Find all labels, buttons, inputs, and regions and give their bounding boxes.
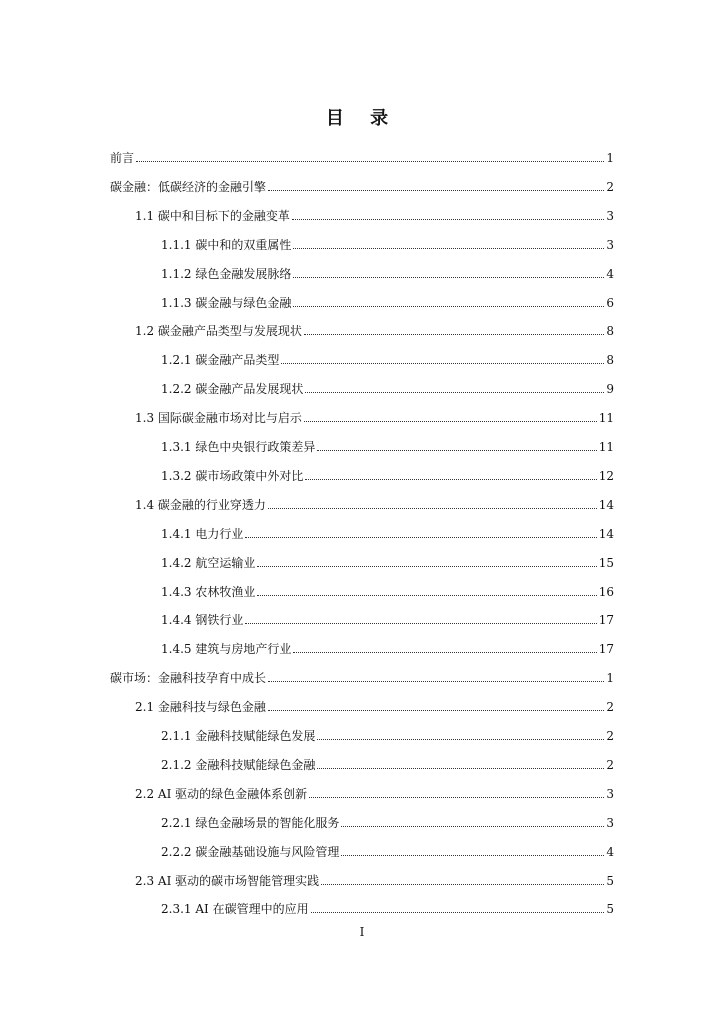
toc-entry[interactable] <box>161 521 614 541</box>
toc-entry-page: 3 <box>606 815 614 830</box>
toc-entry[interactable] <box>161 232 614 252</box>
toc-leader-dots <box>293 305 604 307</box>
toc-entry-label: 1.2 碳金融产品类型与发展现状 <box>135 324 302 339</box>
toc-entry-label: 2.3.1 AI 在碳管理中的应用 <box>161 902 309 917</box>
toc-entry-page: 5 <box>606 873 614 888</box>
toc-entry[interactable] <box>161 636 614 656</box>
toc-entry[interactable] <box>161 290 614 310</box>
toc-entry[interactable] <box>161 723 614 743</box>
toc-leader-dots <box>245 622 596 624</box>
toc-entry[interactable] <box>161 550 614 570</box>
toc-leader-dots <box>268 507 597 509</box>
toc-entry-page: 12 <box>598 468 614 483</box>
toc-entry-label: 2.1.2 金融科技赋能绿色金融 <box>161 757 316 772</box>
toc-entry-page: 5 <box>606 902 614 917</box>
toc-entry[interactable] <box>135 203 614 223</box>
toc-entry-label: 1.3 国际碳金融市场对比与启示 <box>135 411 302 426</box>
toc-entry[interactable] <box>161 347 614 367</box>
toc-entry-label: 1.1.2 绿色金融发展脉络 <box>161 266 292 281</box>
toc-entry[interactable] <box>110 665 614 685</box>
toc-entry-page: 6 <box>606 295 614 310</box>
toc-leader-dots <box>257 565 596 567</box>
toc-entry-page: 1 <box>606 151 614 165</box>
toc-entry-label: 碳金融：低碳经济的金融引擎 <box>110 179 267 194</box>
toc-entry-page: 14 <box>598 526 614 541</box>
toc-entry-page: 2 <box>606 757 614 772</box>
toc-entry-label: 1.2.2 碳金融产品发展现状 <box>161 382 304 397</box>
toc-entry-label: 1.4.1 电力行业 <box>161 526 244 541</box>
toc-leader-dots <box>317 767 604 769</box>
toc-entry-page: 2 <box>606 179 614 194</box>
toc-entry-page: 14 <box>598 497 614 512</box>
toc-entry[interactable] <box>135 492 614 512</box>
toc-entry[interactable] <box>161 463 614 483</box>
toc-entry[interactable] <box>161 376 614 396</box>
toc-entry[interactable] <box>161 752 614 772</box>
toc-leader-dots <box>245 536 596 538</box>
toc-leader-dots <box>268 709 604 711</box>
toc-entry-label: 2.1 金融科技与绿色金融 <box>135 700 266 715</box>
toc-entry-page: 2 <box>606 729 614 743</box>
toc-entry-page: 3 <box>606 208 614 223</box>
toc-entry[interactable] <box>135 868 614 888</box>
toc-entry-label: 1.4.3 农林牧渔业 <box>161 584 256 599</box>
toc-entry[interactable] <box>135 405 614 425</box>
toc-entry-label: 1.4.4 钢铁行业 <box>161 613 244 628</box>
toc-leader-dots <box>321 883 604 885</box>
toc-entry-label: 2.2 AI 驱动的绿色金融体系创新 <box>135 786 308 801</box>
page-title: 目 录 <box>325 108 399 129</box>
toc-entry-page: 1 <box>606 671 614 686</box>
toc-leader-dots <box>268 680 604 682</box>
toc-entry[interactable] <box>135 694 614 714</box>
toc-leader-dots <box>305 391 604 393</box>
toc-leader-dots <box>304 420 597 422</box>
toc-entry-page: 4 <box>606 844 614 859</box>
toc-leader-dots <box>281 362 604 364</box>
toc-entry-page: 17 <box>598 642 614 657</box>
page-number: I <box>359 925 365 939</box>
toc-entry-label: 1.4.2 航空运输业 <box>161 555 256 570</box>
toc-entry-page: 9 <box>606 382 614 397</box>
toc-leader-dots <box>317 738 604 740</box>
toc-leader-dots <box>293 247 604 249</box>
toc-leader-dots <box>293 276 604 278</box>
toc-leader-dots <box>293 651 596 653</box>
toc-leader-dots <box>136 160 604 162</box>
toc-entry[interactable] <box>135 318 614 338</box>
toc-entry[interactable] <box>161 896 614 916</box>
toc-leader-dots <box>305 478 596 480</box>
toc-entry-label: 1.2.1 碳金融产品类型 <box>161 353 280 368</box>
toc-entry[interactable] <box>135 781 614 801</box>
toc-entry-page: 2 <box>606 700 614 715</box>
toc-leader-dots <box>341 825 604 827</box>
toc-leader-dots <box>309 796 604 798</box>
toc-entry-page: 8 <box>606 353 614 368</box>
toc-entry-label: 2.2.1 绿色金融场景的智能化服务 <box>161 815 340 830</box>
toc-entry-page: 8 <box>606 324 614 339</box>
toc-entry[interactable] <box>161 810 614 830</box>
toc-entry-label: 2.3 AI 驱动的碳市场智能管理实践 <box>135 873 320 888</box>
toc-leader-dots <box>257 594 596 596</box>
toc-entry-page: 11 <box>598 411 614 426</box>
toc-entry-label: 1.3.1 绿色中央银行政策差异 <box>161 440 316 454</box>
toc-entry[interactable] <box>161 839 614 859</box>
toc-entry-label: 碳市场：金融科技孕育中成长 <box>110 671 267 686</box>
toc-entry[interactable] <box>161 579 614 599</box>
toc-entry-label: 1.1 碳中和目标下的金融变革 <box>135 208 290 223</box>
toc-entry-page: 4 <box>606 266 614 281</box>
toc-entry-label: 1.3.2 碳市场政策中外对比 <box>161 468 304 483</box>
toc-entry-label: 2.2.2 碳金融基础设施与风险管理 <box>161 844 340 859</box>
toc-entry-page: 16 <box>598 584 614 599</box>
toc-entry-label: 前言 <box>110 151 135 165</box>
toc-entry-label: 1.1.3 碳金融与绿色金融 <box>161 295 292 310</box>
toc-entry-label: 1.4 碳金融的行业穿透力 <box>135 497 266 512</box>
toc-entry[interactable] <box>161 261 614 281</box>
toc-entry-page: 11 <box>598 440 614 454</box>
toc-entry-label: 2.1.1 金融科技赋能绿色发展 <box>161 729 316 743</box>
toc-leader-dots <box>304 333 604 335</box>
toc-leader-dots <box>311 911 605 913</box>
toc-entry-page: 15 <box>598 555 614 570</box>
toc-entry-page: 3 <box>606 237 614 252</box>
toc-entry-page: 3 <box>606 786 614 801</box>
toc-leader-dots <box>317 449 596 451</box>
toc-leader-dots <box>341 854 604 856</box>
toc-entry[interactable] <box>161 434 614 454</box>
toc-entry-label: 1.4.5 建筑与房地产行业 <box>161 642 292 657</box>
toc-entry-label: 1.1.1 碳中和的双重属性 <box>161 237 292 252</box>
toc-entry-page: 17 <box>598 613 614 628</box>
toc-leader-dots <box>268 189 604 191</box>
toc-entry[interactable] <box>110 145 614 165</box>
toc-entry[interactable] <box>110 174 614 194</box>
toc-entry[interactable] <box>161 607 614 627</box>
toc-leader-dots <box>292 218 604 220</box>
